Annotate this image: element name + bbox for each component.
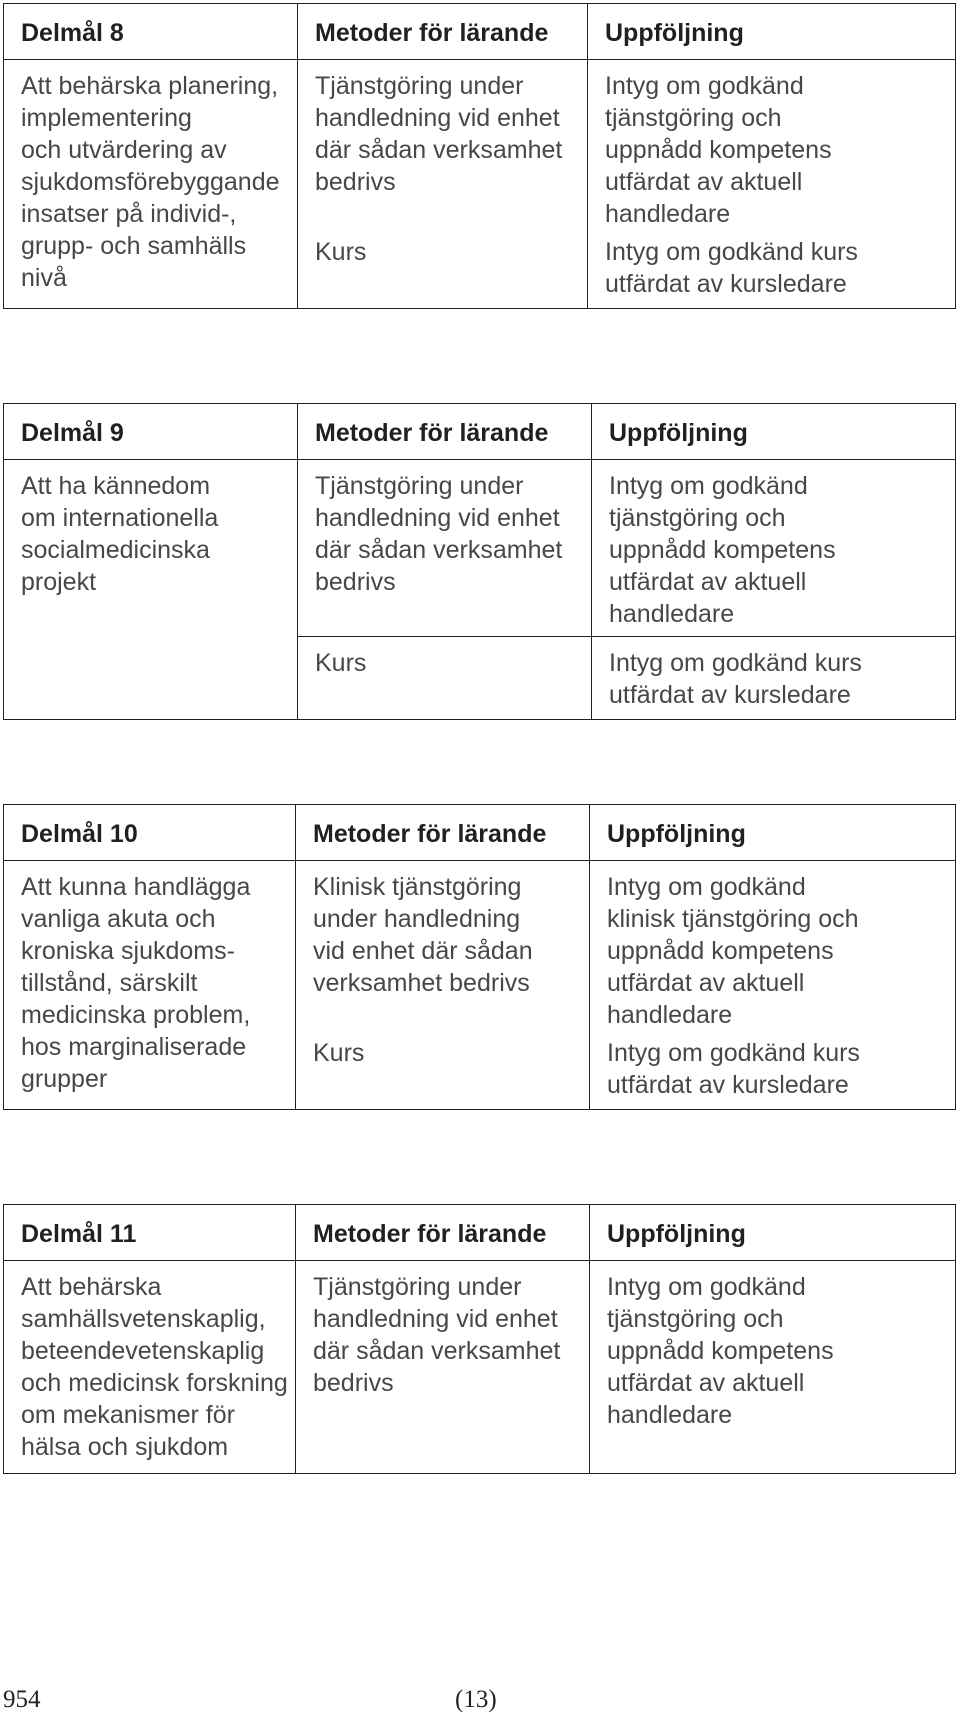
method-text: Tjänstgöring under handledning vid enhet där sådan verksamhet bedrivs <box>313 1273 561 1397</box>
table-row <box>4 460 956 637</box>
table-row <box>4 1261 956 1474</box>
followup-cell <box>592 637 956 720</box>
methods-header: Metoder för lärande <box>298 4 588 60</box>
method-text: Kurs <box>315 649 367 677</box>
methods-header: Metoder för lärande <box>298 404 592 460</box>
followup-text: Intyg om godkänd tjänstgöring och uppnådd kompetens utfärdat av aktuell handledare <box>607 1273 834 1429</box>
followup-cell <box>590 861 956 1038</box>
goal-description <box>4 460 298 720</box>
followup-text: Intyg om godkänd tjänstgöring och uppnådd kompetens utfärdat av aktuell handledare <box>605 72 832 228</box>
issue-number: (13) <box>455 1686 497 1713</box>
followup-header: Uppföljning <box>592 404 956 460</box>
method-text: Kurs <box>315 238 367 266</box>
followup-header: Uppföljning <box>590 1205 956 1261</box>
goal-table-11 <box>3 1204 956 1474</box>
goal-description-text: Att kunna handlägga vanliga akuta och kroniska sjukdoms- tillstånd, särskilt medicinska problem, hos marginaliserade grupper <box>21 873 251 1093</box>
method-cell <box>296 1037 590 1110</box>
method-cell <box>296 1261 590 1474</box>
methods-header: Metoder för lärande <box>296 805 590 861</box>
goal-description <box>4 60 298 309</box>
method-cell <box>296 861 590 1038</box>
followup-text: Intyg om godkänd tjänstgöring och uppnådd kompetens utfärdat av aktuell handledare <box>609 472 836 628</box>
followup-cell <box>588 60 956 237</box>
table-row <box>4 861 956 1038</box>
goal-description-text: Att behärska planering, implementering och utvärdering av sjukdomsförebyggande insatser på individ-, grupp- och samhälls nivå <box>21 72 280 292</box>
goal-table-8 <box>3 3 956 309</box>
method-text: Tjänstgöring under handledning vid enhet där sådan verksamhet bedrivs <box>315 472 563 596</box>
followup-text: Intyg om godkänd klinisk tjänstgöring och uppnådd kompetens utfärdat av aktuell handledare <box>607 873 859 1029</box>
table-row <box>4 60 956 237</box>
table-header-row <box>4 805 956 861</box>
goal-description-text: Att behärska samhällsvetenskaplig, beteendevetenskaplig och medicinsk forskning om mekanismer för hälsa och sjukdom <box>21 1273 288 1461</box>
followup-text: Intyg om godkänd kurs utfärdat av kursledare <box>605 238 858 298</box>
goal-description-text: Att ha kännedom om internationella socialmedicinska projekt <box>21 472 219 596</box>
followup-text: Intyg om godkänd kurs utfärdat av kursledare <box>609 649 862 709</box>
table-header-row <box>4 1205 956 1261</box>
goal-title: Delmål 11 <box>4 1205 296 1261</box>
followup-header: Uppföljning <box>588 4 956 60</box>
followup-cell <box>588 236 956 309</box>
followup-text: Intyg om godkänd kurs utfärdat av kursledare <box>607 1039 860 1099</box>
goal-table-9 <box>3 403 956 720</box>
followup-cell <box>592 460 956 637</box>
method-cell <box>298 460 592 637</box>
followup-cell <box>590 1037 956 1110</box>
methods-header: Metoder för lärande <box>296 1205 590 1261</box>
table-header-row <box>4 4 956 60</box>
method-cell <box>298 60 588 237</box>
goal-title: Delmål 9 <box>4 404 298 460</box>
method-cell <box>298 637 592 720</box>
followup-header: Uppföljning <box>590 805 956 861</box>
followup-cell <box>590 1261 956 1474</box>
method-text: Klinisk tjänstgöring under handledning vid enhet där sådan verksamhet bedrivs <box>313 873 533 997</box>
table-header-row <box>4 404 956 460</box>
goal-title: Delmål 10 <box>4 805 296 861</box>
goal-description <box>4 861 296 1110</box>
method-text: Tjänstgöring under handledning vid enhet där sådan verksamhet bedrivs <box>315 72 563 196</box>
goal-table-10 <box>3 804 956 1110</box>
goal-title: Delmål 8 <box>4 4 298 60</box>
method-text: Kurs <box>313 1039 365 1067</box>
method-cell <box>298 236 588 309</box>
goal-description <box>4 1261 296 1474</box>
page-number: 954 <box>3 1686 41 1713</box>
